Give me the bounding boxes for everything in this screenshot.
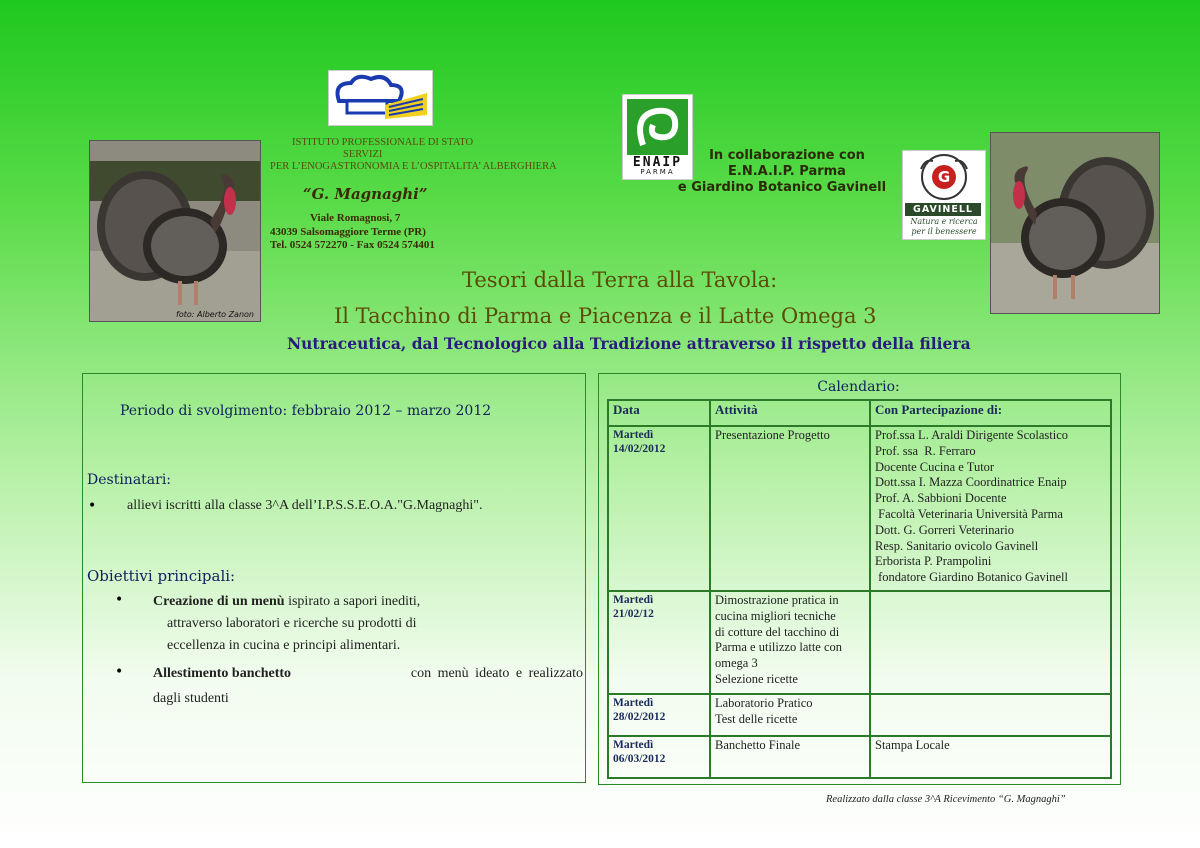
- calendar-activity-line: Parma e utilizzo latte con: [715, 640, 843, 655]
- calendar-participants-cell: [870, 591, 1111, 694]
- gavinell-logo: [902, 150, 986, 240]
- school-header: [262, 137, 622, 173]
- calendar-activity-line: omega 3: [715, 656, 758, 671]
- calendar-date-cell: [608, 694, 710, 736]
- calendar-participant-line: Dott.ssa I. Mazza Coordinatrice Enaip: [875, 475, 1067, 490]
- calendar-activity-line: Dimostrazione pratica in: [715, 593, 839, 607]
- objective-2-text-b: dagli studenti: [153, 691, 229, 706]
- period-text: Periodo di svolgimento: febbraio 2012 – marzo 2012: [120, 403, 492, 419]
- bullet-icon: •: [115, 664, 124, 680]
- objective-2-text-a: con menù ideato e realizzato: [410, 666, 583, 681]
- calendar-activity-line: cucina migliori tecniche: [715, 608, 836, 623]
- calendar-day: Martedì: [613, 697, 654, 709]
- calendar-activity-line: Test delle ricette: [715, 711, 798, 726]
- calendar-participant-line: Facoltà Veterinaria Università Parma: [875, 506, 1063, 521]
- bullet-icon: •: [115, 592, 124, 608]
- calendar-title: Calendario:: [817, 379, 900, 395]
- school-line3: PER L’ENOGASTRONOMIA E L’OSPITALITA’ ALBERGHIERA: [270, 161, 557, 172]
- calendar-participant-line: Prof. A. Sabbioni Docente: [875, 491, 1007, 506]
- calendar-row: [608, 736, 1111, 778]
- gavinell-tag1: Natura e ricerca: [910, 217, 978, 226]
- school-line1: ISTITUTO PROFESSIONALE DI STATO: [292, 137, 474, 148]
- calendar-date-cell: [608, 426, 710, 591]
- title-line2: Il Tacchino di Parma e Piacenza e il Latte Omega 3: [334, 304, 877, 328]
- enaip-text: ENAIP: [632, 155, 683, 170]
- calendar-participant-line: Erborista P. Prampolini: [875, 554, 992, 569]
- footer-credit: Realizzato dalla classe 3^A Ricevimento “G. Magnaghi”: [826, 794, 1066, 805]
- turkey-photo-left: [89, 140, 261, 322]
- calendar-activity-line: di cotture del tacchino di: [715, 624, 840, 639]
- calendar-participants-cell: [870, 694, 1111, 736]
- objective-2-bold: Allestimento banchetto: [153, 666, 292, 681]
- calendar-activity-cell: [710, 736, 870, 778]
- objective-1-text-a: ispirato a sapori inediti,: [284, 594, 421, 609]
- header-attivita: Attività: [710, 400, 870, 426]
- calendar-participants-cell: [870, 426, 1111, 591]
- collab-line1: In collaborazione con: [709, 148, 865, 163]
- collab-line3: e Giardino Botanico Gavinell: [677, 180, 887, 195]
- gavinell-tag2: per il benessere: [911, 227, 977, 236]
- school-line2: SERVIZI: [343, 149, 383, 160]
- school-addr3: Tel. 0524 572270 - Fax 0524 574401: [270, 239, 435, 251]
- calendar-row: [608, 694, 1111, 736]
- calendar-participant-line: Stampa Locale: [875, 738, 950, 752]
- calendar-participant-line: fondatore Giardino Botanico Gavinell: [875, 570, 1068, 585]
- calendar-date: 14/02/2012: [613, 443, 666, 455]
- title-line1: Tesori dalla Terra alla Tavola:: [462, 268, 778, 292]
- destinatari-item: allievi iscritti alla classe 3^A dell’I.P.S.S.E.O.A."G.Magnaghi".: [127, 498, 483, 513]
- school-address: [270, 212, 435, 253]
- calendar-activity-cell: [710, 694, 870, 736]
- school-logo: [328, 70, 433, 126]
- calendar-date: 21/02/12: [613, 608, 654, 620]
- destinatari-heading: Destinatari:: [87, 472, 172, 488]
- school-name: “G. Magnaghi”: [303, 185, 428, 203]
- calendar-date: 06/03/2012: [613, 753, 666, 765]
- objective-1: [153, 591, 583, 657]
- photo-credit: foto: Alberto Zanon: [176, 310, 254, 319]
- obiettivi-heading: Obiettivi principali:: [87, 567, 236, 585]
- bullet-icon: •: [88, 498, 97, 514]
- objective-1-bold: Creazione di un menù: [153, 594, 285, 609]
- header-partecipazione: Con Partecipazione di:: [870, 400, 1111, 426]
- calendar-activity-line: Presentazione Progetto: [715, 428, 830, 442]
- gavinell-name: GAVINELL: [905, 203, 981, 216]
- gavinell-letter: G: [937, 168, 951, 186]
- calendar-table: [607, 399, 1112, 779]
- collab-line2: E.N.A.I.P. Parma: [728, 164, 846, 179]
- calendar-participant-line: Dott. G. Gorreri Veterinario: [875, 522, 1014, 537]
- calendar-row: [608, 426, 1111, 591]
- calendar-row: [608, 591, 1111, 694]
- calendar-date-cell: [608, 591, 710, 694]
- calendar-date: 28/02/2012: [613, 711, 666, 723]
- objective-2: [153, 661, 583, 711]
- calendar-participant-line: Resp. Sanitario ovicolo Gavinell: [875, 538, 1039, 553]
- calendar-activity-cell: [710, 591, 870, 694]
- collaboration-text: [676, 148, 898, 196]
- objective-1-text-c: eccellenza in cucina e principi alimentari.: [167, 638, 401, 653]
- calendar-activity-line: Banchetto Finale: [715, 738, 801, 752]
- subtitle: Nutraceutica, dal Tecnologico alla Tradizione attraverso il rispetto della filiera: [287, 334, 971, 353]
- calendar-day: Martedì: [613, 594, 654, 606]
- calendar-activity-line: Selezione ricette: [715, 671, 798, 686]
- calendar-participants-cell: [870, 736, 1111, 778]
- calendar-activity-cell: [710, 426, 870, 591]
- calendar-participant-line: Docente Cucina e Tutor: [875, 459, 995, 474]
- calendar-header-row: [608, 400, 1111, 426]
- header-data: Data: [608, 400, 710, 426]
- enaip-sub: PARMA: [640, 168, 675, 176]
- turkey-photo-right: [990, 132, 1160, 314]
- calendar-day: Martedì: [613, 429, 654, 441]
- calendar-day: Martedì: [613, 739, 654, 751]
- school-addr1: Viale Romagnosi, 7: [310, 212, 401, 224]
- calendar-participant-line: Prof. ssa R. Ferraro: [875, 443, 976, 458]
- school-addr2: 43039 Salsomaggiore Terme (PR): [270, 225, 426, 238]
- calendar-date-cell: [608, 736, 710, 778]
- calendar-participant-line: Prof.ssa L. Araldi Dirigente Scolastico: [875, 428, 1069, 442]
- objective-1-text-b: attraverso laboratori e ricerche su prodotti di: [167, 616, 417, 631]
- calendar-activity-line: Laboratorio Pratico: [715, 696, 813, 710]
